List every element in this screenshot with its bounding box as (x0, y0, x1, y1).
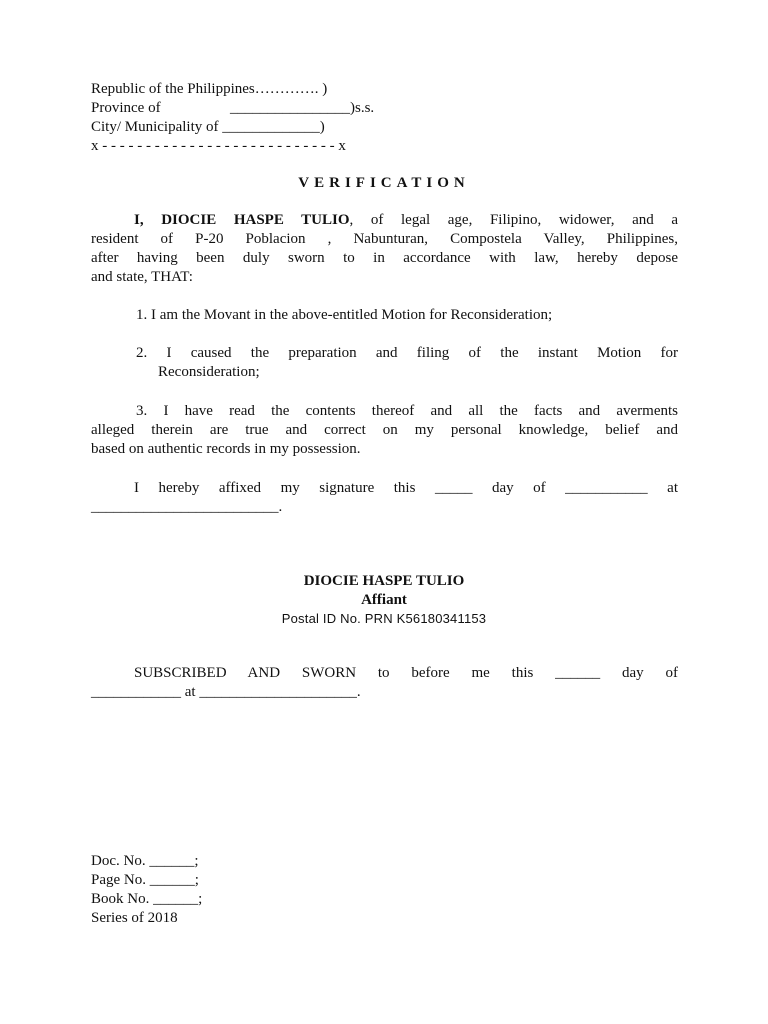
jurat-line-2: ____________ at _____________________. (91, 684, 361, 700)
caption-province-blank: ________________)s.s. (230, 100, 375, 116)
affix-line-2: _________________________. (91, 499, 283, 515)
intro-line-1 (134, 211, 678, 230)
item-3-line-3: based on authentic records in my possession. (91, 441, 361, 457)
page-no: Page No. ______; (91, 872, 199, 888)
item-3-line-2: alleged therein are true and correct on my personal knowledge, belief and (91, 422, 678, 438)
caption-province-label: Province of (91, 100, 161, 116)
intro-line-2: resident of P-20 Poblacion , Nabunturan, Compostela Valley, Philippines, (91, 231, 678, 247)
intro-line-4: and state, THAT: (91, 269, 193, 285)
affix-line-1: I hereby affixed my signature this _____ day of ___________ at (134, 480, 678, 496)
item-1: 1. I am the Movant in the above-entitled Motion for Reconsideration; (136, 307, 553, 323)
caption-city: City/ Municipality of _____________) (91, 119, 325, 135)
item-2-line-1: 2. I caused the preparation and filing of the instant Motion for (136, 345, 678, 361)
item-2-line-2: Reconsideration; (158, 364, 260, 380)
caption-separator: x - - - - - - - - - - - - - - - - - - - - - - - - - - - x (91, 138, 346, 154)
caption-republic: Republic of the Philippines…………. ) (91, 81, 328, 97)
intro-line-1-rest: , of legal age, Filipino, widower, and a (349, 212, 678, 228)
postal-id: Postal ID No. PRN K56180341153 (281, 611, 487, 626)
book-no: Book No. ______; (91, 891, 203, 907)
item-3-line-1: 3. I have read the contents thereof and all the facts and averments (136, 403, 678, 419)
jurat-line-1: SUBSCRIBED AND SWORN to before me this ______ day of (134, 665, 678, 681)
document-title: VERIFICATION (298, 175, 470, 191)
intro-line-3: after having been duly sworn to in accordance with law, hereby depose (91, 250, 678, 266)
affiant-label: Affiant (361, 592, 407, 608)
series: Series of 2018 (91, 910, 178, 926)
affiant-name: DIOCIE HASPE TULIO (303, 573, 465, 589)
affiant-name-intro: I, DIOCIE HASPE TULIO (134, 212, 350, 228)
doc-no: Doc. No. ______; (91, 853, 199, 869)
